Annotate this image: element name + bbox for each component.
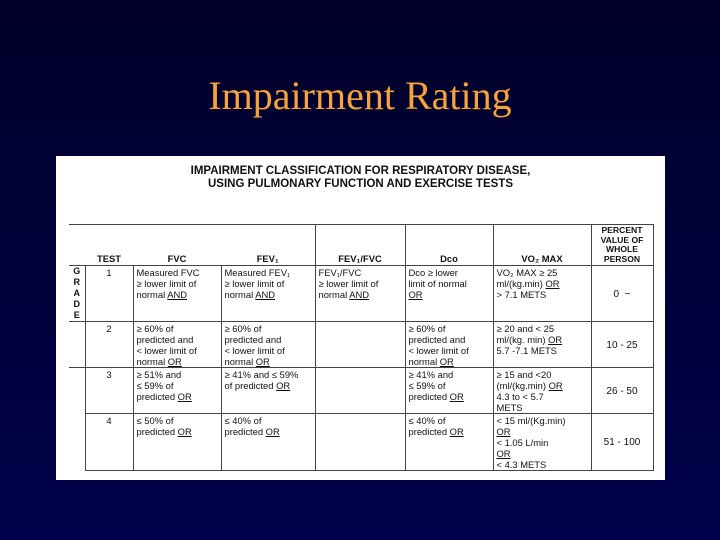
cell-line: (ml/(kg.min) OR: [496, 380, 563, 392]
conjunction-keyword: OR: [439, 356, 454, 368]
conjunction-keyword: OR: [449, 391, 464, 403]
cell-line: normal AND: [136, 289, 188, 301]
cell-line: predicted and: [224, 334, 282, 346]
header-percent-whole-person: [591, 225, 653, 266]
grade-letter: D: [73, 299, 80, 310]
cell-line: normal OR: [224, 356, 270, 368]
percent-cell: 51 - 100: [591, 414, 653, 471]
cell-line: ≥ 20 and < 25: [496, 323, 555, 335]
cell-line: [409, 289, 490, 300]
cell-line: limit of normal: [408, 278, 467, 290]
cell-line: Measured FEV₁: [224, 267, 291, 279]
fvc-cell: [133, 368, 221, 414]
vo2-cell: [493, 266, 591, 322]
table-heading-line-2: USING PULMONARY FUNCTION AND EXERCISE TESTS: [208, 178, 513, 190]
grade-spacer: [69, 322, 85, 368]
cell-line: < 1.05 L/min: [496, 437, 549, 449]
header-pct-line: VALUE OF: [600, 234, 644, 245]
fev1-fvc-cell: [315, 322, 405, 368]
cell-line: predicted OR: [136, 426, 192, 438]
test-grade-3: 3: [85, 368, 133, 414]
cell-line: ≥ lower limit of: [318, 278, 379, 290]
cell-line: ≥ 41% and: [408, 369, 454, 381]
conjunction-keyword: OR: [276, 380, 291, 392]
cell-line: > 7.1 METS: [496, 289, 547, 301]
cell-line: ≤ 40% of: [224, 415, 262, 427]
table-heading: [56, 165, 665, 191]
header-vo2-max: VO₂ MAX: [493, 225, 591, 266]
fev1-cell: [221, 368, 315, 414]
cell-line: predicted OR: [136, 391, 192, 403]
fev1-cell: [221, 322, 315, 368]
cell-line: ≥ 60% of: [224, 323, 262, 335]
fev1-cell: [221, 414, 315, 471]
conjunction-keyword: OR: [408, 289, 423, 301]
header-fvc: FVC: [133, 225, 221, 266]
cell-line: predicted OR: [408, 391, 464, 403]
cell-line: ≥ 60% of: [136, 323, 174, 335]
cell-line: ≤ 40% of: [408, 415, 446, 427]
grade-letter: R: [73, 277, 80, 288]
conjunction-keyword: AND: [167, 289, 188, 301]
conjunction-keyword: OR: [548, 380, 563, 392]
conjunction-keyword: OR: [449, 426, 464, 438]
header-pct-line: PERCENT: [601, 225, 643, 235]
table-heading-line-1: IMPAIRMENT CLASSIFICATION FOR RESPIRATORY DISEASE,: [190, 165, 531, 177]
impairment-table: [69, 224, 654, 471]
dco-cell: [405, 368, 493, 414]
grade-label: [69, 266, 85, 322]
cell-line: predicted OR: [408, 426, 464, 438]
cell-line: < lower limit of: [136, 345, 197, 357]
conjunction-keyword: OR: [265, 426, 280, 438]
cell-line: ml/(kg. min) OR: [496, 334, 563, 346]
conjunction-keyword: OR: [177, 391, 192, 403]
header-row: [69, 225, 653, 266]
conjunction-keyword: AND: [349, 289, 370, 301]
header-pct-line: PERSON: [603, 253, 641, 264]
cell-line: 5.7 -7.1 METS: [496, 345, 557, 357]
impairment-table-panel: [56, 156, 665, 480]
dco-cell: [405, 322, 493, 368]
cell-line: ≤ 59% of: [408, 380, 446, 392]
cell-line: < 15 ml/(Kg.min): [496, 415, 566, 427]
cell-line: 4.3 to < 5.7: [496, 391, 544, 403]
cell-line: ≤ 59% of: [136, 380, 174, 392]
cell-line: METS: [496, 402, 523, 414]
cell-line: of predicted OR: [224, 380, 291, 392]
cell-line: ≥ lower limit of: [224, 278, 285, 290]
cell-line: ≥ 60% of: [408, 323, 446, 335]
grade-letter: A: [73, 288, 80, 299]
cell-line: < lower limit of: [408, 345, 469, 357]
conjunction-keyword: OR: [496, 448, 511, 460]
header-dco: Dco: [405, 225, 493, 266]
vo2-cell: [493, 368, 591, 414]
conjunction-keyword: OR: [548, 334, 563, 346]
cell-line: Measured FVC: [136, 267, 200, 279]
fev1-fvc-cell: [315, 368, 405, 414]
conjunction-keyword: AND: [255, 289, 276, 301]
grade-letter: E: [73, 310, 80, 321]
test-grade-4: 4: [85, 414, 133, 471]
dco-cell: [405, 414, 493, 471]
cell-line: predicted and: [408, 334, 466, 346]
cell-line: normal OR: [136, 356, 182, 368]
table-row: [69, 266, 653, 322]
fvc-cell: [133, 322, 221, 368]
cell-line: < 4.3 METS: [496, 459, 547, 471]
cell-line: normal OR: [408, 356, 454, 368]
cell-line: [497, 426, 588, 437]
cell-line: predicted OR: [224, 426, 280, 438]
cell-line: < lower limit of: [224, 345, 285, 357]
test-grade-2: 2: [85, 322, 133, 368]
cell-line: ≥ lower limit of: [136, 278, 197, 290]
cell-line: normal AND: [318, 289, 370, 301]
percent-cell: 26 - 50: [591, 368, 653, 414]
cell-line: ≤ 50% of: [136, 415, 174, 427]
cell-line: ≥ 41% and ≤ 59%: [224, 369, 299, 381]
conjunction-keyword: OR: [496, 426, 511, 438]
cell-line: predicted and: [136, 334, 194, 346]
conjunction-keyword: OR: [177, 426, 192, 438]
grade-letter: G: [73, 266, 81, 277]
vo2-cell: [493, 322, 591, 368]
cell-line: normal AND: [224, 289, 276, 301]
percent-cell: 10 - 25: [591, 322, 653, 368]
vo2-cell: [493, 414, 591, 471]
dco-cell: [405, 266, 493, 322]
header-test: TEST: [85, 225, 133, 266]
cell-line: Dco ≥ lower: [408, 267, 458, 279]
cell-line: ≥ 15 and <20: [496, 369, 552, 381]
header-pct-line: WHOLE: [606, 244, 638, 255]
cell-line: VO₂ MAX ≥ 25: [496, 267, 558, 279]
conjunction-keyword: OR: [545, 278, 560, 290]
fev1-cell: [221, 266, 315, 322]
fev1-fvc-cell: [315, 414, 405, 471]
table-row: [69, 322, 653, 368]
percent-cell: 0 ~: [591, 266, 653, 322]
cell-line: ≥ 51% and: [136, 369, 182, 381]
cell-line: ml/(kg.min) OR: [496, 278, 560, 290]
header-fev1: FEV₁: [221, 225, 315, 266]
fvc-cell: [133, 414, 221, 471]
header-fev1-fvc: FEV₁/FVC: [315, 225, 405, 266]
table-row: [69, 368, 653, 414]
grade-spacer: [69, 368, 85, 414]
fvc-cell: [133, 266, 221, 322]
fev1-fvc-cell: [315, 266, 405, 322]
slide-title: Impairment Rating: [208, 73, 512, 118]
cell-line: FEV₁/FVC: [318, 267, 362, 279]
conjunction-keyword: OR: [167, 356, 182, 368]
table-row: [69, 414, 653, 471]
conjunction-keyword: OR: [255, 356, 270, 368]
test-grade-1: 1: [85, 266, 133, 322]
header-grade-spacer: [69, 225, 85, 266]
cell-line: [497, 448, 588, 459]
grade-spacer: [69, 414, 85, 471]
